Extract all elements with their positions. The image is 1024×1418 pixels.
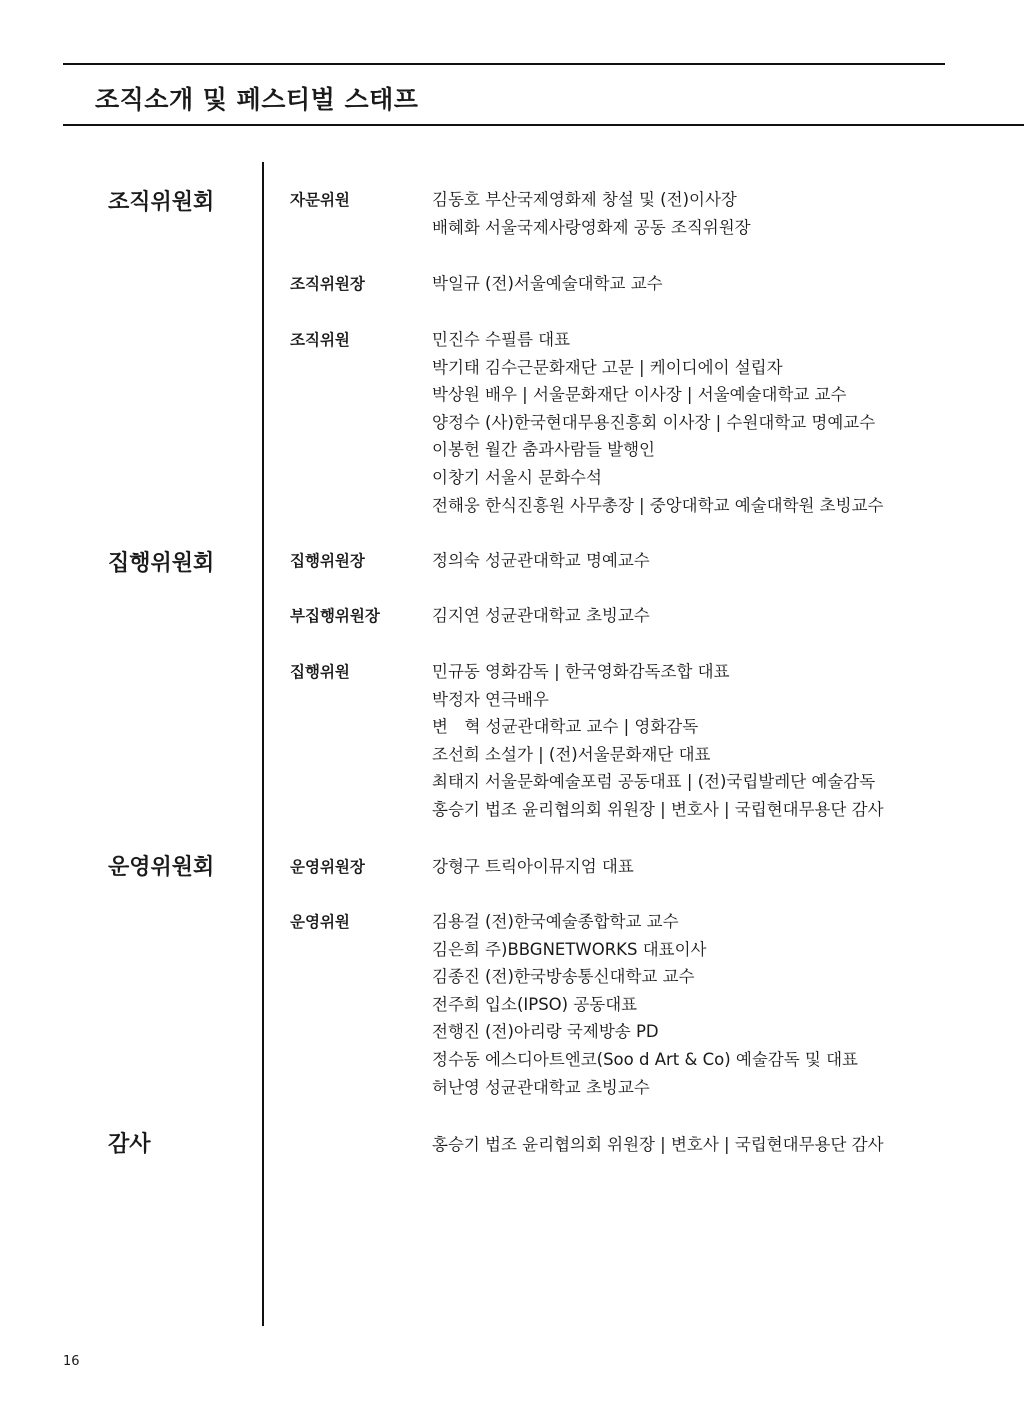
section-heading: 운영위원회	[108, 855, 215, 880]
member-entry: 이창기 서울시 문화수석	[432, 467, 602, 487]
member-entry: 변 혁 성균관대학교 교수 | 영화감독	[432, 717, 699, 737]
member-list	[432, 602, 650, 630]
column-divider	[262, 162, 264, 1326]
member-entry: 홍승기 법조 윤리협의회 위원장 | 변호사 | 국립현대무용단 감사	[432, 799, 884, 819]
role-label: 집행위원	[290, 663, 350, 681]
member-entry: 민진수 수필름 대표	[432, 330, 571, 349]
member-entry: 전해웅 한식진흥원 사무총장 | 중앙대학교 예술대학원 초빙교수	[432, 495, 884, 515]
role-label: 조직위원	[290, 331, 350, 349]
top-rule	[63, 63, 945, 65]
member-entry: 김은희 주)BBGNETWORKS 대표이사	[432, 939, 707, 959]
member-entry: 김용걸 (전)한국예술종합학교 교수	[432, 912, 679, 931]
member-entry: 허난영 성균관대학교 초빙교수	[432, 1077, 650, 1097]
member-entry: 전주희 입소(IPSO) 공동대표	[432, 994, 638, 1014]
member-list	[432, 270, 663, 298]
member-list	[432, 326, 883, 519]
section-heading: 감사	[108, 1132, 151, 1157]
section-heading: 조직위원회	[108, 190, 215, 215]
member-entry: 이봉헌 월간 춤과사람들 발행인	[432, 440, 655, 460]
member-entry: 정수동 에스디아트엔코(Soo d Art & Co) 예술감독 및 대표	[432, 1049, 858, 1069]
member-entry: 박정자 연극배우	[432, 689, 549, 709]
member-list	[432, 1131, 884, 1159]
member-list	[432, 908, 858, 1101]
member-entry: 정의숙 성균관대학교 명예교수	[432, 551, 650, 570]
member-entry: 최태지 서울문화예술포럼 공동대표 | (전)국립발레단 예술감독	[432, 772, 876, 792]
member-entry: 박기태 김수근문화재단 고문 | 케이디에이 설립자	[432, 357, 783, 377]
role-label: 조직위원장	[290, 275, 365, 293]
page-number: 16	[63, 1354, 80, 1369]
member-entry: 박일규 (전)서울예술대학교 교수	[432, 274, 663, 293]
role-label: 운영위원장	[290, 858, 365, 876]
member-list	[432, 547, 650, 575]
member-entry: 김종진 (전)한국방송통신대학교 교수	[432, 967, 695, 987]
member-entry: 김동호 부산국제영화제 창설 및 (전)이사장	[432, 190, 737, 209]
member-list	[432, 186, 751, 241]
member-entry: 강형구 트릭아이뮤지엄 대표	[432, 857, 634, 876]
member-entry: 전행진 (전)아리랑 국제방송 PD	[432, 1022, 659, 1042]
member-entry: 조선희 소설가 | (전)서울문화재단 대표	[432, 744, 711, 764]
page-title: 조직소개 및 페스티벌 스태프	[95, 85, 419, 114]
member-list	[432, 853, 634, 881]
member-entry: 양정수 (사)한국현대무용진흥회 이사장 | 수원대학교 명예교수	[432, 412, 876, 432]
role-label: 부집행위원장	[290, 607, 380, 625]
role-label: 자문위원	[290, 191, 350, 209]
role-label: 운영위원	[290, 913, 350, 931]
title-rule	[63, 124, 1024, 126]
section-heading: 집행위원회	[108, 551, 215, 576]
member-list	[432, 658, 884, 824]
member-entry: 홍승기 법조 윤리협의회 위원장 | 변호사 | 국립현대무용단 감사	[432, 1135, 884, 1154]
member-entry: 김지연 성균관대학교 초빙교수	[432, 606, 650, 625]
member-entry: 박상원 배우 | 서울문화재단 이사장 | 서울예술대학교 교수	[432, 385, 847, 405]
role-label: 집행위원장	[290, 552, 365, 570]
member-entry: 배혜화 서울국제사랑영화제 공동 조직위원장	[432, 217, 751, 237]
member-entry: 민규동 영화감독 | 한국영화감독조합 대표	[432, 662, 730, 681]
